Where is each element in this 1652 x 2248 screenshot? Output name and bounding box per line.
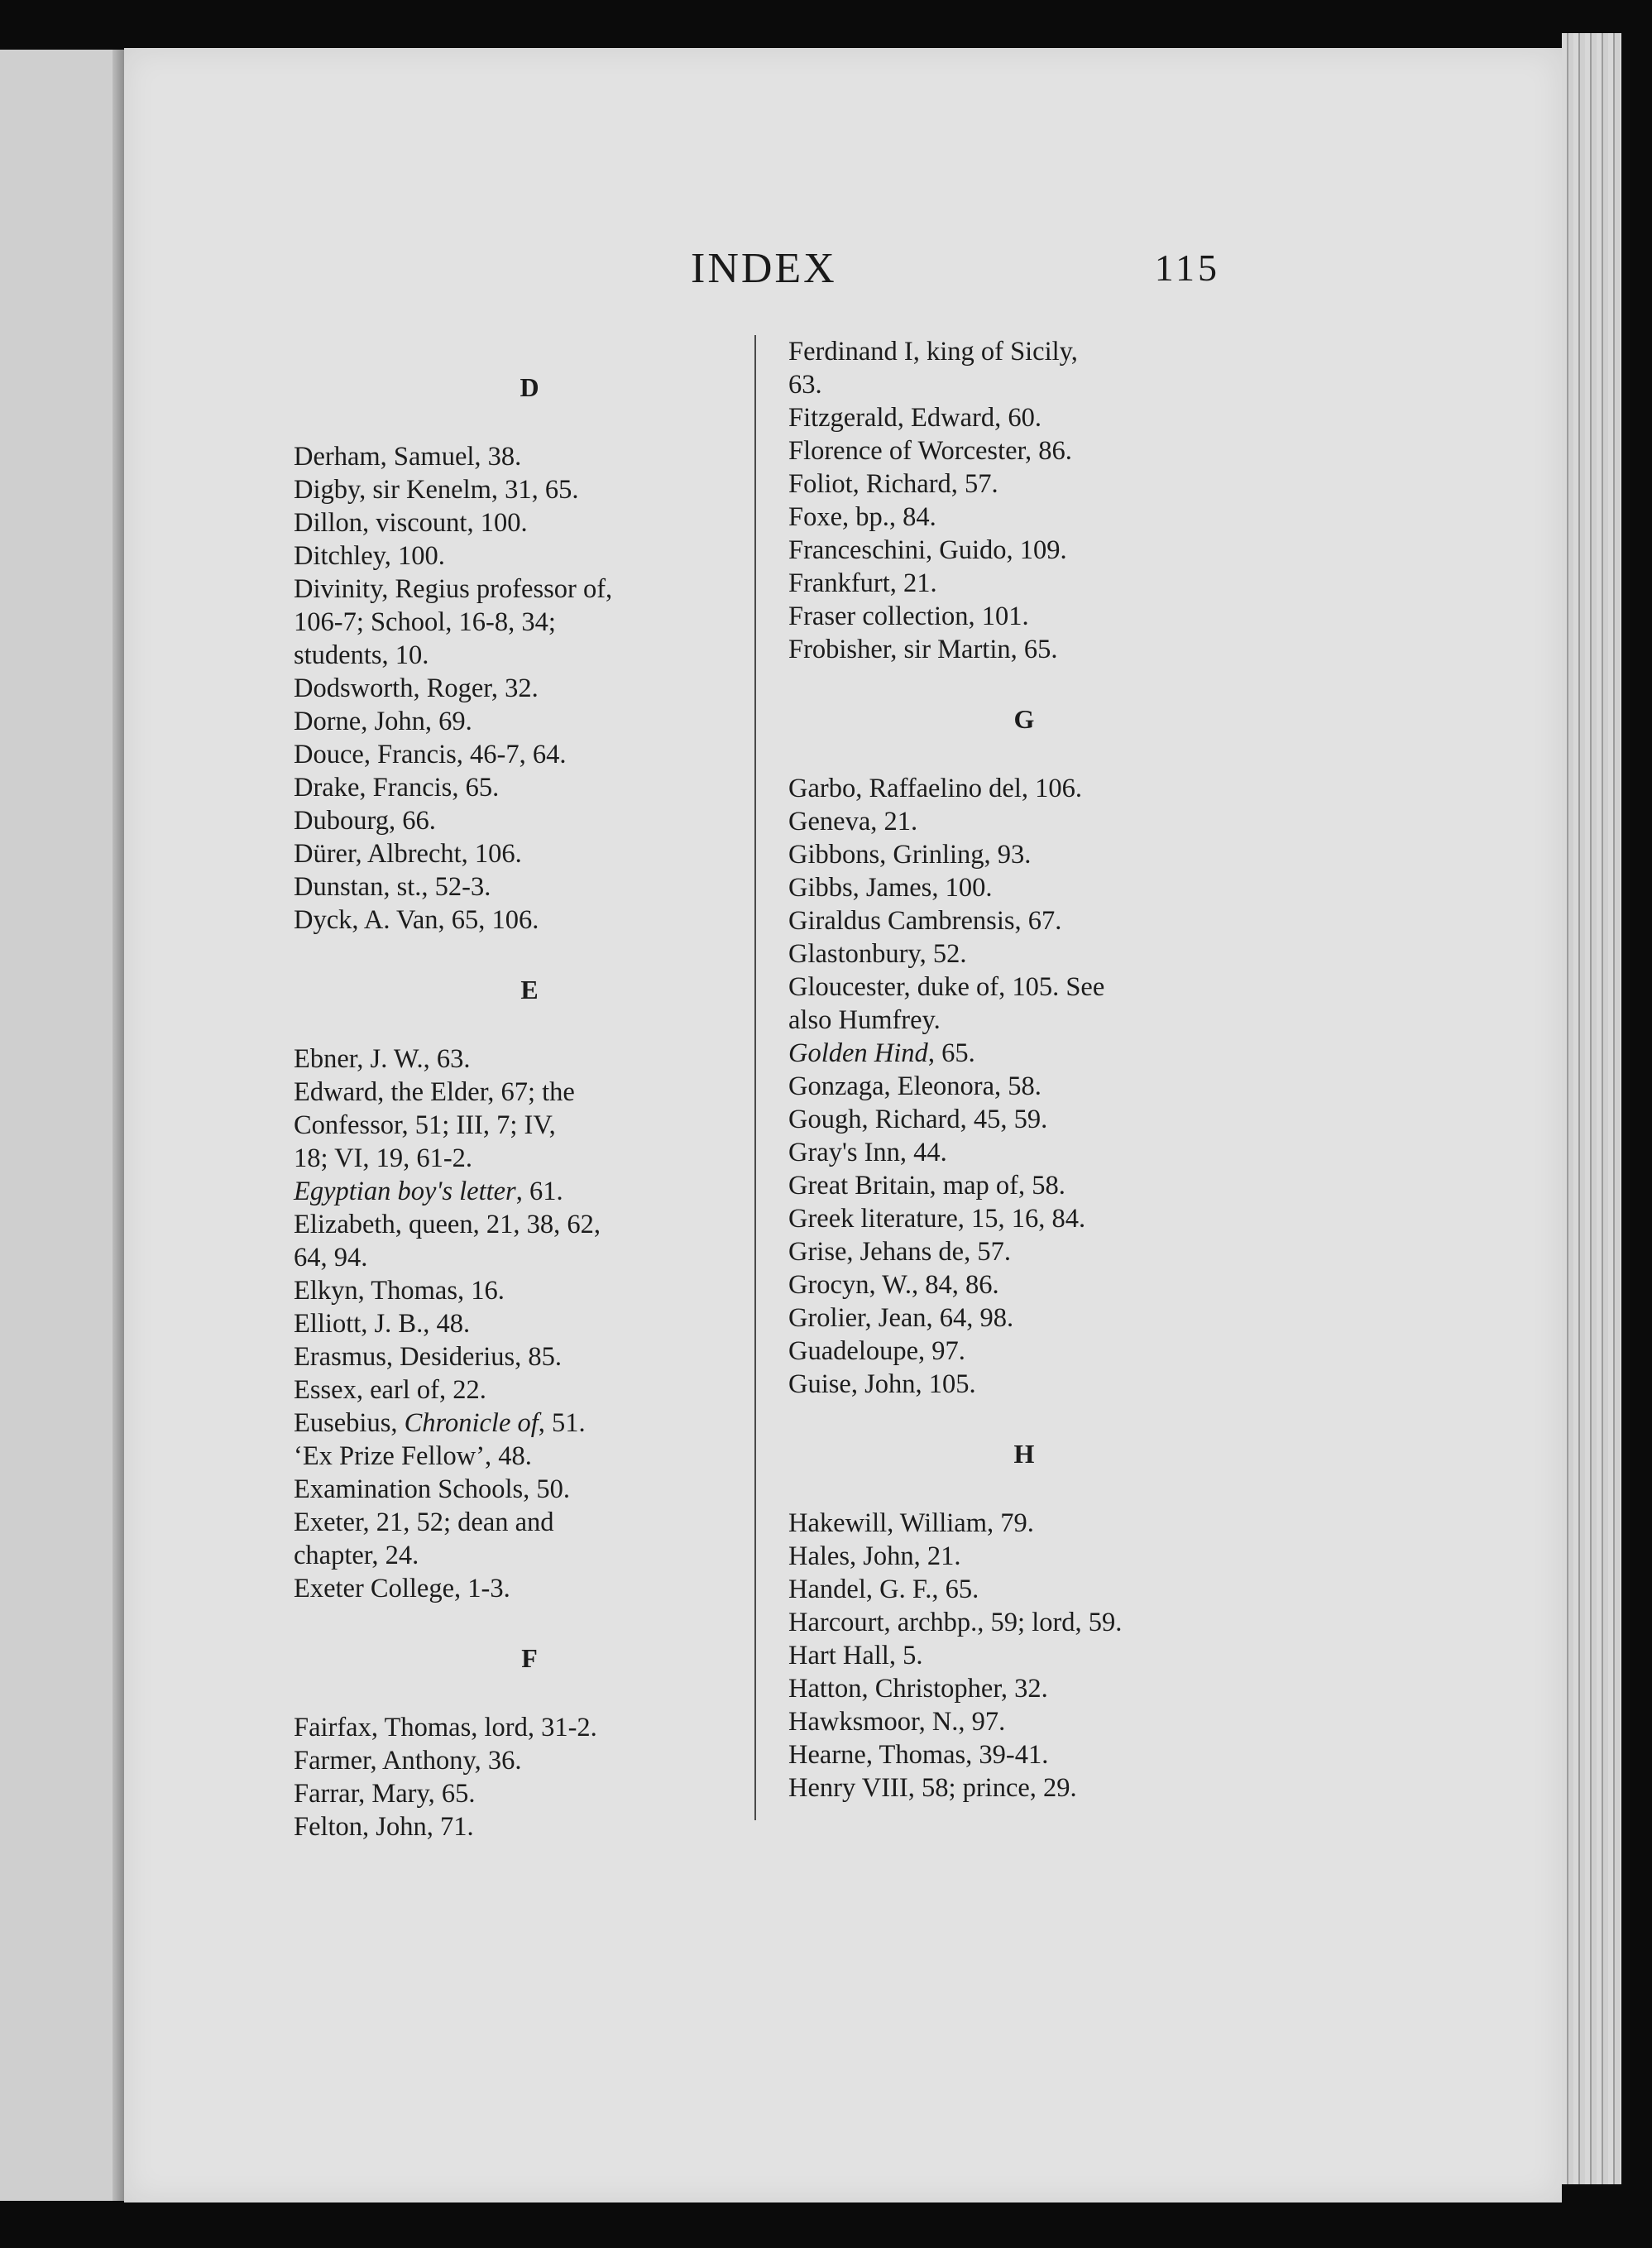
index-entry-line: Gray's Inn, 44. — [788, 1138, 947, 1167]
section-spacer — [788, 1401, 1260, 1437]
section-letter: D — [520, 372, 539, 402]
index-entry-line: Gibbs, James, 100. — [788, 873, 993, 903]
index-entry-line: Examination Schools, 50. — [294, 1474, 570, 1504]
index-entry-line: Derham, Samuel, 38. — [294, 442, 522, 472]
index-entry — [294, 1076, 765, 1175]
index-entry — [294, 870, 765, 904]
index-entry — [294, 1777, 765, 1810]
index-entry — [788, 1368, 1260, 1401]
index-entry-line: Exeter, 21, 52; dean and — [294, 1507, 554, 1537]
index-entry — [788, 871, 1260, 904]
index-entry-line: Giraldus Cambrensis, 67. — [788, 906, 1062, 936]
index-entry — [788, 1235, 1260, 1268]
index-entry — [788, 1301, 1260, 1335]
index-entry-line: 18; VI, 19, 61-2. — [294, 1143, 473, 1173]
index-entry-line: Frankfurt, 21. — [788, 568, 937, 598]
index-entry-line: Frobisher, sir Martin, 65. — [788, 635, 1058, 664]
index-entry-line: chapter, 24. — [294, 1541, 419, 1570]
index-entry — [788, 1573, 1260, 1606]
index-entry-line: Florence of Worcester, 86. — [788, 436, 1072, 466]
index-entry-line: Hearne, Thomas, 39-41. — [788, 1740, 1049, 1770]
index-entry — [788, 401, 1260, 434]
index-entry-line: Confessor, 51; III, 7; IV, — [294, 1110, 556, 1140]
index-entry — [788, 805, 1260, 838]
index-entry — [788, 1169, 1260, 1202]
index-entry — [294, 440, 765, 473]
index-entry-line: Eusebius, Chronicle of, 51. — [294, 1408, 586, 1438]
index-entry — [294, 738, 765, 771]
index-entry — [294, 1373, 765, 1407]
index-entry — [294, 539, 765, 573]
index-entry-line: Hakewill, William, 79. — [788, 1508, 1034, 1538]
index-entry-line: Gonzaga, Eleonora, 58. — [788, 1071, 1041, 1101]
index-entry-line: Grolier, Jean, 64, 98. — [788, 1303, 1014, 1333]
index-entry — [294, 771, 765, 804]
page-title: INDEX — [691, 245, 837, 292]
index-entry — [788, 971, 1260, 1037]
index-entry — [294, 506, 765, 539]
index-entry-line: Fraser collection, 101. — [788, 602, 1029, 631]
index-entry-line: Harcourt, archbp., 59; lord, 59. — [788, 1608, 1123, 1637]
page-number: 115 — [1154, 247, 1220, 289]
index-entry — [788, 335, 1260, 401]
index-column-left — [294, 371, 765, 1843]
index-entry — [294, 904, 765, 937]
index-entry-line: Franceschini, Guido, 109. — [788, 535, 1067, 565]
index-entry — [788, 1738, 1260, 1771]
index-entry-line: also Humfrey. — [788, 1005, 941, 1035]
section-spacer — [294, 404, 765, 440]
section-letter: G — [1013, 704, 1035, 734]
index-entry — [788, 467, 1260, 501]
index-entry-line: Dunstan, st., 52-3. — [294, 872, 491, 902]
index-entry-line: Elkyn, Thomas, 16. — [294, 1276, 505, 1306]
index-entry-line: Edward, the Elder, 67; the — [294, 1077, 575, 1107]
index-entry-line: Guise, John, 105. — [788, 1369, 976, 1399]
index-entry-line: Drake, Francis, 65. — [294, 773, 500, 803]
index-entry — [788, 1540, 1260, 1573]
running-head — [691, 244, 1220, 302]
index-entry — [294, 1340, 765, 1373]
index-entry — [788, 772, 1260, 805]
index-entry — [788, 1507, 1260, 1540]
index-entry — [294, 1440, 765, 1473]
index-entry-line: Dyck, A. Van, 65, 106. — [294, 905, 539, 935]
index-entry — [788, 838, 1260, 871]
index-entry-line: Divinity, Regius professor of, — [294, 574, 613, 604]
index-entry — [788, 1606, 1260, 1639]
index-entry — [294, 1572, 765, 1605]
index-entry-line: students, 10. — [294, 640, 429, 670]
index-entry-line: 64, 94. — [294, 1243, 368, 1273]
index-entry-line: Dorne, John, 69. — [294, 707, 472, 736]
index-entry-line: Dillon, viscount, 100. — [294, 508, 528, 538]
index-entry-line: Elizabeth, queen, 21, 38, 62, — [294, 1210, 601, 1239]
section-spacer — [788, 666, 1260, 702]
index-entry-line: Glastonbury, 52. — [788, 939, 967, 969]
index-entry — [788, 1672, 1260, 1705]
index-entry-line: Ebner, J. W., 63. — [294, 1044, 471, 1074]
index-entry-line: Garbo, Raffaelino del, 106. — [788, 774, 1082, 803]
section-spacer — [294, 1006, 765, 1043]
index-entry — [788, 1771, 1260, 1805]
page-stack-edges — [1562, 33, 1621, 2184]
index-entry — [788, 534, 1260, 567]
section-spacer — [788, 1470, 1260, 1507]
index-entry-line: 106-7; School, 16-8, 34; — [294, 607, 556, 637]
index-entry-line: Felton, John, 71. — [294, 1812, 474, 1842]
index-entry — [788, 1103, 1260, 1136]
index-entry-line: Handel, G. F., 65. — [788, 1575, 979, 1604]
index-entry-line: Farmer, Anthony, 36. — [294, 1746, 522, 1776]
index-entry — [294, 1473, 765, 1506]
index-entry — [788, 1070, 1260, 1103]
index-entry-line: Henry VIII, 58; prince, 29. — [788, 1773, 1077, 1803]
index-entry-line: Dodsworth, Roger, 32. — [294, 673, 539, 703]
index-column-right — [788, 335, 1260, 1805]
index-entry — [294, 1744, 765, 1777]
index-entry — [788, 567, 1260, 600]
index-entry — [294, 804, 765, 837]
index-entry — [788, 633, 1260, 666]
index-entry-line: Fitzgerald, Edward, 60. — [788, 403, 1041, 433]
index-entry — [294, 1307, 765, 1340]
index-entry-line: Hales, John, 21. — [788, 1541, 961, 1571]
index-entry — [788, 1037, 1260, 1070]
index-entry — [294, 1043, 765, 1076]
index-entry — [294, 1506, 765, 1572]
index-entry-line: Great Britain, map of, 58. — [788, 1171, 1065, 1201]
index-entry-line: Grocyn, W., 84, 86. — [788, 1270, 999, 1300]
index-entry-line: Foxe, bp., 84. — [788, 502, 936, 532]
index-entry — [788, 434, 1260, 467]
index-entry-line: Farrar, Mary, 65. — [294, 1779, 476, 1809]
index-entry — [294, 573, 765, 672]
index-entry — [788, 1268, 1260, 1301]
index-entry-line: Guadeloupe, 97. — [788, 1336, 965, 1366]
index-entry-line: Elliott, J. B., 48. — [294, 1309, 471, 1339]
index-entry — [294, 1274, 765, 1307]
index-entry — [788, 1335, 1260, 1368]
index-entry — [294, 1208, 765, 1274]
index-entry-line: Dubourg, 66. — [294, 806, 436, 836]
index-entry — [294, 1175, 765, 1208]
index-entry — [788, 600, 1260, 633]
index-entry — [788, 1202, 1260, 1235]
index-entry-line: Hatton, Christopher, 32. — [788, 1674, 1048, 1704]
index-entry — [294, 705, 765, 738]
section-letter: E — [520, 975, 539, 1004]
index-entry-line: 63. — [788, 370, 822, 400]
index-entry-line: Fairfax, Thomas, lord, 31-2. — [294, 1713, 597, 1742]
index-entry-line: Ditchley, 100. — [294, 541, 445, 571]
section-spacer — [294, 1605, 765, 1642]
index-entry — [788, 1705, 1260, 1738]
index-entry-line: Hart Hall, 5. — [788, 1641, 923, 1670]
index-entry — [294, 1711, 765, 1744]
index-entry — [788, 904, 1260, 937]
index-entry-line: Grise, Jehans de, 57. — [788, 1237, 1011, 1267]
index-entry-line: Hawksmoor, N., 97. — [788, 1707, 1006, 1737]
section-letter: F — [521, 1643, 538, 1673]
index-entry-line: Gibbons, Grinling, 93. — [788, 840, 1032, 870]
index-entry — [294, 473, 765, 506]
section-spacer — [294, 937, 765, 973]
index-entry — [788, 937, 1260, 971]
facing-page-edge — [0, 50, 124, 2201]
index-entry-line: Egyptian boy's letter, 61. — [294, 1177, 563, 1206]
index-entry — [294, 837, 765, 870]
index-entry — [788, 1136, 1260, 1169]
index-entry — [294, 1407, 765, 1440]
index-entry-line: Greek literature, 15, 16, 84. — [788, 1204, 1086, 1234]
index-entry-line: Erasmus, Desiderius, 85. — [294, 1342, 563, 1372]
index-entry-line: Gloucester, duke of, 105. See — [788, 972, 1105, 1002]
index-entry-line: Ferdinand I, king of Sicily, — [788, 337, 1078, 367]
index-entry-line: Douce, Francis, 46-7, 64. — [294, 740, 567, 769]
index-entry — [788, 501, 1260, 534]
index-entry-line: Golden Hind, 65. — [788, 1038, 975, 1068]
index-entry-line: ‘Ex Prize Fellow’, 48. — [294, 1441, 532, 1471]
index-entry — [788, 1639, 1260, 1672]
section-letter: H — [1013, 1439, 1035, 1469]
index-entry-line: Foliot, Richard, 57. — [788, 469, 998, 499]
index-entry-line: Geneva, 21. — [788, 807, 918, 836]
index-entry — [294, 1810, 765, 1843]
index-entry-line: Dürer, Albrecht, 106. — [294, 839, 522, 869]
section-spacer — [294, 1675, 765, 1711]
section-spacer — [788, 736, 1260, 772]
column-divider — [754, 335, 756, 1820]
index-entry — [294, 672, 765, 705]
index-entry-line: Essex, earl of, 22. — [294, 1375, 486, 1405]
index-entry-line: Gough, Richard, 45, 59. — [788, 1105, 1048, 1134]
index-entry-line: Exeter College, 1-3. — [294, 1574, 510, 1603]
index-entry-line: Digby, sir Kenelm, 31, 65. — [294, 475, 579, 505]
